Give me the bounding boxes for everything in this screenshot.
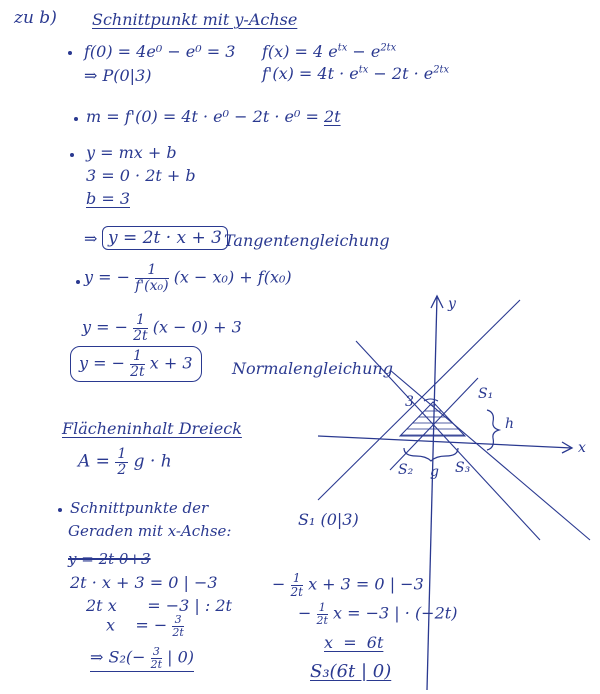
- area-formula: A = $\frac{1}{2}$ g · h: [78, 446, 172, 478]
- graph-label-s3: S₃: [455, 460, 471, 476]
- intersections-intro-2: Geraden mit x-Achse:: [68, 522, 232, 540]
- normal-general-equation: y = − $\frac{1}{\text{f'(x₀)}}$ (x − x₀) + f(x₀): [84, 262, 292, 294]
- graph-label-s1: S₁: [478, 386, 494, 402]
- point-p: ⇒ P(0|3): [84, 66, 152, 85]
- tangent-arrow: ⇒: [84, 229, 98, 248]
- f-prime-definition: $f'(x) = 4t \cdot e^{tx} - 2t \cdot e^{2tx}$: [262, 64, 450, 83]
- slope-line: m = f'(0) = 4t · e⁰ − 2t · e⁰ = 2t: [86, 107, 341, 126]
- graph-y-label: y: [448, 296, 456, 312]
- left-calc-line-2: 2t x = −3 | : 2t: [86, 596, 232, 615]
- area-heading: Flächeninhalt Dreieck: [62, 419, 242, 438]
- left-calc-line-3: x = − $\frac{3}{2t}$: [106, 613, 184, 639]
- right-calc-line-1: − $\frac{1}{2t}$ x + 3 = 0 | −3: [272, 571, 424, 599]
- normal-equation: y = − $\frac{1}{2t}$ x + 3: [70, 346, 202, 382]
- right-calc-line-2: − $\frac{1}{2t}$ x = −3 | · (−2t): [298, 601, 458, 627]
- intercept-line-2: 3 = 0 · 2t + b: [86, 166, 196, 185]
- intercept-line-3: b = 3: [86, 189, 130, 208]
- y-axis: [427, 296, 437, 690]
- f-definition: f(x) = 4 $e^{tx} - e^{2tx}$: [262, 42, 397, 61]
- s3-result: S₃(6t | 0): [310, 661, 392, 682]
- section-heading-y-intercept: Schnittpunkt mit y-Achse: [92, 10, 298, 29]
- graph-label-g: g: [430, 464, 439, 480]
- tangent-label: Tangentengleichung: [224, 231, 390, 250]
- task-label: zu b): [14, 8, 57, 28]
- graph-point-label: S₁ (0|3): [298, 510, 359, 529]
- g-brace: [404, 448, 458, 461]
- intercept-line-1: y = mx + b: [86, 143, 177, 162]
- tangent-equation: y = 2t · x + 3: [102, 226, 228, 250]
- s2-result: ⇒ S₂(− $\frac{3}{2t}$ | 0): [90, 645, 195, 671]
- struck-line: y = 2t·0+3: [68, 550, 151, 568]
- graph-label-3: 3: [405, 394, 414, 410]
- slope-result: 2t: [323, 107, 341, 126]
- normal-label: Normalengleichung: [232, 359, 393, 378]
- normal-substituted-equation: y = − $\frac{1}{2t}$ (x − 0) + 3: [82, 312, 242, 344]
- graph-label-s2: S₂: [398, 462, 414, 478]
- left-calc-line-1: 2t · x + 3 = 0 | −3: [70, 573, 218, 592]
- right-calc-line-3: x = 6t: [324, 633, 384, 652]
- f-zero-line: f(0) = 4e⁰ − e⁰ = 3: [84, 42, 236, 61]
- intersections-intro-1: Schnittpunkte der: [70, 499, 209, 517]
- graph-x-label: x: [578, 440, 586, 456]
- graph-label-h: h: [505, 416, 515, 432]
